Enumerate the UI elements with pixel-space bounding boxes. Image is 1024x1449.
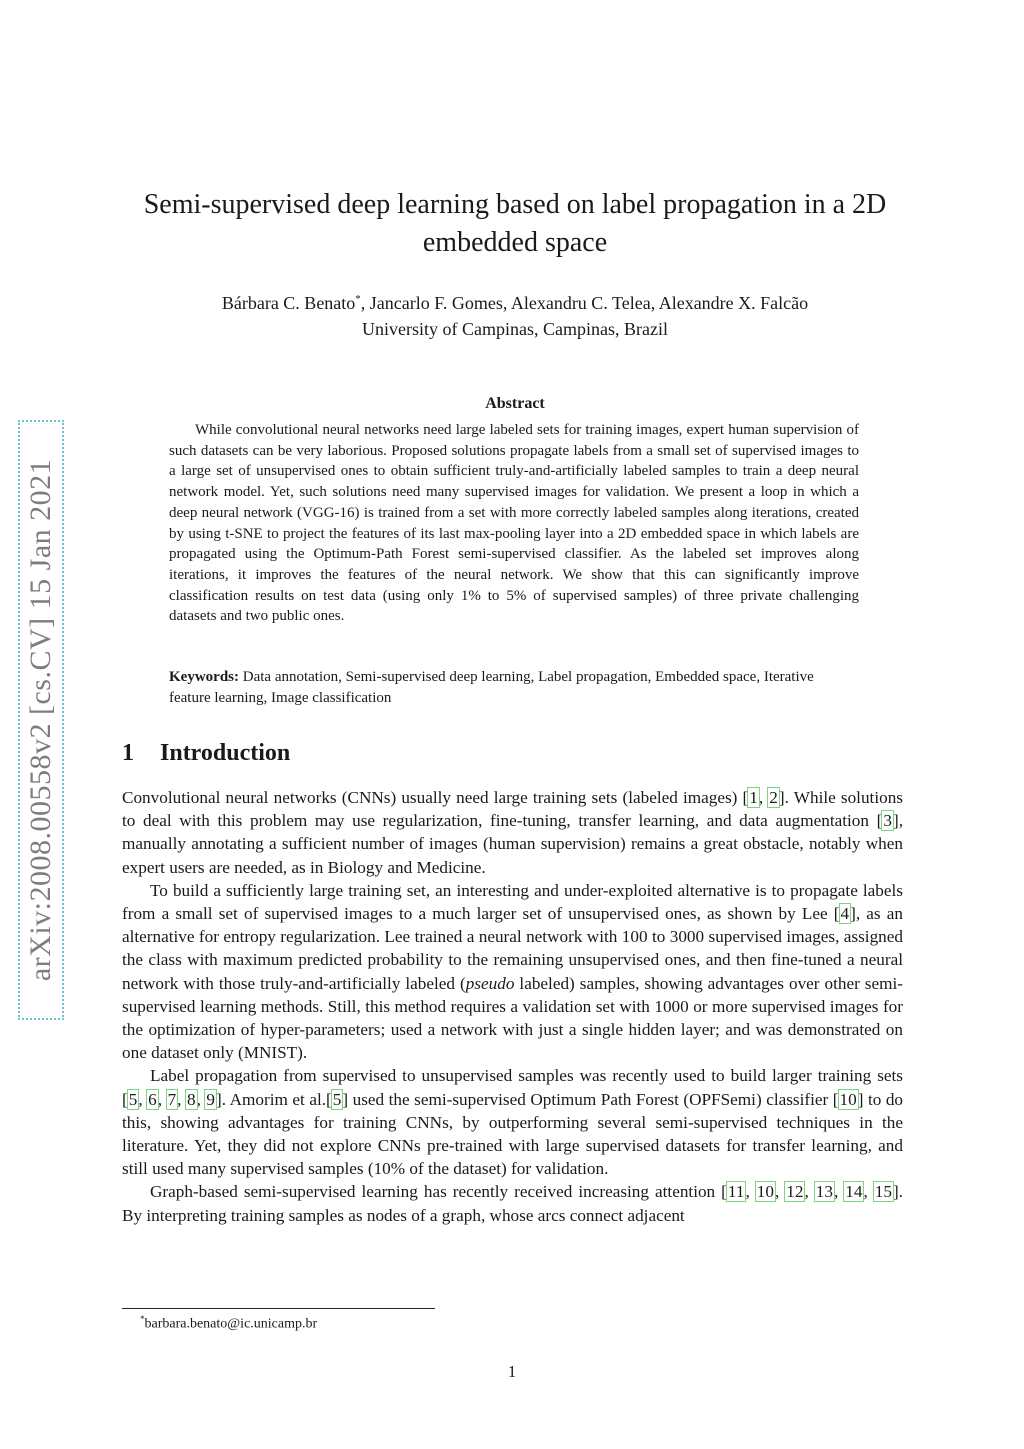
paragraph: Label propagation from supervised to unsupervised samples was recently used to build larger training sets [5, 6, 7, 8, 9]. Amorim et al.[5] used the semi-supervised Optimum Path Forest (OPFSemi) classifier [10] to do this, showing advantages for training CNNs, by outperforming several semi-supervised techniques in the literature. Yet, they did not explore CNNs pre-trained with large supervised datasets for transfer learning, and still used many supervised samples (10% of the dataset) for validation. xyxy=(122,1066,904,1179)
citation-link[interactable]: 3 xyxy=(883,811,892,831)
arxiv-stamp-text: arXiv:2008.00558v2 [cs.CV] 15 Jan 2021 xyxy=(24,458,57,982)
section-number: 1 xyxy=(122,740,134,766)
page-number: 1 xyxy=(507,1362,517,1381)
section-title: Introduction xyxy=(160,740,291,766)
footnote-divider xyxy=(122,1308,435,1309)
citation-link[interactable]: 4 xyxy=(840,904,850,924)
citation-link[interactable]: 6 xyxy=(148,1089,157,1109)
keywords-text: Data annotation, Semi-supervised deep learning, Label propagation, Embedded space, Iterative feature learning, Image classification xyxy=(169,669,814,706)
citation-link[interactable]: 10 xyxy=(839,1089,857,1109)
keywords-label: Keywords: xyxy=(169,669,239,685)
first-author: Bárbara C. Benato xyxy=(221,293,356,313)
footnote-mark: * xyxy=(140,1314,145,1324)
affiliation: University of Campinas, Campinas, Brazil xyxy=(362,319,668,339)
section-heading xyxy=(122,740,290,767)
citation-link[interactable]: 14 xyxy=(845,1182,863,1202)
citation-link[interactable]: 12 xyxy=(786,1182,804,1202)
citation-link[interactable]: 8 xyxy=(187,1089,196,1109)
citation-link[interactable]: 5 xyxy=(128,1089,138,1109)
author-list xyxy=(115,286,915,316)
author-block xyxy=(115,286,915,342)
arxiv-stamp xyxy=(18,420,64,1020)
abstract-heading: Abstract xyxy=(485,395,545,412)
paragraph: To build a sufficiently large training set, an interesting and under-exploited alternative is to propagate labels from a small set of supervised images to a much larger set of unsupervised ones, as shown by Lee [4], as an alternative for entropy regularization. Lee trained a neural network with 100 to 3000 supervised images, assigned the class with maximum predicted probability to the remaining unsupervised ones, and then fine-tuned a neural network with those truly-and-artificially labeled (pseudo labeled) samples, showing advantages over other semi-supervised learning methods. Still, this method requires a validation set with 1000 or more supervised images for the optimization of hyper-parameters; used a network with just a single hidden layer; and was demonstrated on one dataset only (MNIST). xyxy=(122,880,903,1063)
abstract-text: While convolutional neural networks need large labeled sets for training images, expert human supervision of such datasets can be very laborious. Proposed solutions propagate labels from a small set of supervised images to a large set of unsupervised ones to obtain sufficient truly-and-artificially labeled samples to train a deep neural network model. Yet, such solutions need many supervised images for validation. We present a loop in which a deep neural network (VGG-16) is trained from a set with more correctly labeled samples along iterations, created by using t-SNE to project the features of its last max-pooling layer into a 2D embedded space in which labels are propagated using the Optimum-Path Forest semi-supervised classifier. As the labeled set improves along iterations, it improves the features of the neural network. We show that this can significantly improve classification results on test data (using only 1% to 5% of supervised samples) of three private challenging datasets and two public ones. xyxy=(169,422,859,625)
citation-link[interactable]: 5 xyxy=(332,1089,342,1109)
footnote xyxy=(140,1314,317,1333)
introduction-body xyxy=(122,786,903,1227)
keywords xyxy=(169,667,859,708)
paper-title: Semi-supervised deep learning based on label propagation in a 2D embedded space xyxy=(143,189,887,258)
author-footnote-mark[interactable]: * xyxy=(355,293,361,305)
citation-link[interactable]: 9 xyxy=(206,1089,216,1109)
other-authors: , Jancarlo F. Gomes, Alexandru C. Telea, Alexandre X. Falcão xyxy=(360,293,809,313)
citation-link[interactable]: 13 xyxy=(815,1182,833,1202)
citation-link[interactable]: 1 xyxy=(749,788,758,807)
citation-link[interactable]: 2 xyxy=(769,788,778,807)
paragraph: Graph-based semi-supervised learning has recently received increasing attention [11, 10, 12, 13, 14, 15]. By interpreting training samples as nodes of a graph, whose arcs connect adjacent xyxy=(122,1182,903,1225)
citation-link[interactable]: 10 xyxy=(756,1182,774,1202)
citation-link[interactable]: 7 xyxy=(167,1089,177,1109)
paragraph: Convolutional neural networks (CNNs) usually need large training sets (labeled images) [1, 2]. While solutions to deal with this problem may use regularization, fine-tuning, transfer learning, and data augmentation [3], manually annotating a sufficient number of images (human supervision) remains a great obstacle, notably when expert users are needed, as in Biology and Medicine. xyxy=(122,788,903,877)
citation-link[interactable]: 15 xyxy=(874,1182,892,1202)
footnote-email: barbara.benato@ic.unicamp.br xyxy=(144,1316,318,1332)
citation-link[interactable]: 11 xyxy=(727,1182,745,1202)
